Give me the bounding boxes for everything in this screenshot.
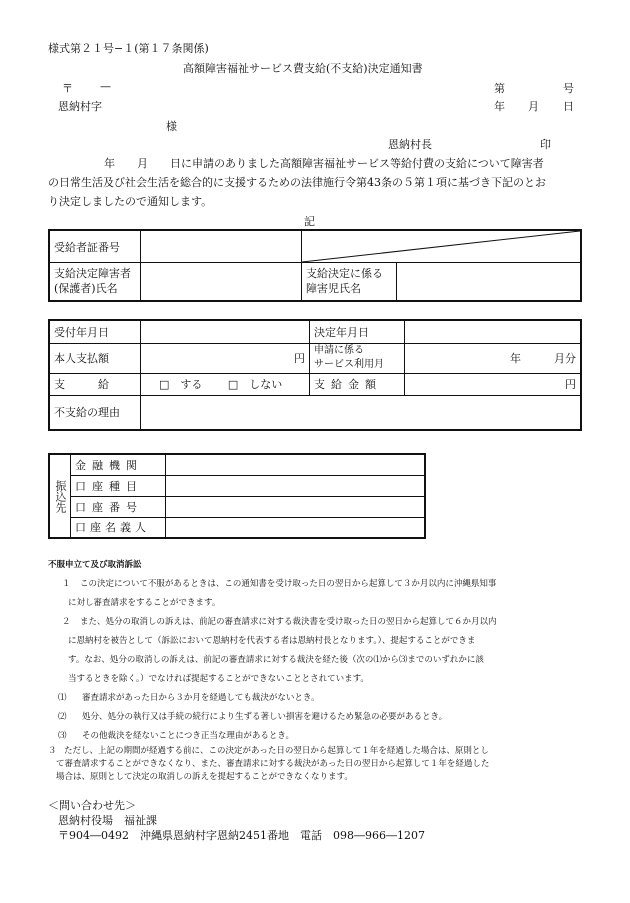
postal-mark: 〒: [62, 82, 73, 95]
p2-line-c: す。なお、処分の取消しの訴えは、前記の審査請求に対する裁決を経た後（次の⑴から⑶までのいずれかに該: [68, 655, 484, 665]
recipient-number-cells[interactable]: [141, 230, 302, 263]
diagonal-cell: [302, 230, 582, 263]
honorific-sama: 様: [166, 120, 177, 133]
self-payment-field[interactable]: [141, 343, 310, 373]
body-line-3: り決定しましたので通知します。: [48, 195, 213, 208]
payment-no-checkbox[interactable]: □ しない: [227, 378, 283, 391]
decision-table: [48, 319, 582, 431]
p2-num: ２: [62, 617, 71, 627]
body-line-2: の日常生活及び社会生活を総合的に支援するための法律施行令第43条の５第１項に基づき下記のとお: [48, 176, 546, 189]
recipient-table: [48, 229, 582, 302]
ki-label: 記: [304, 215, 315, 228]
date-day: 日: [563, 100, 574, 113]
s3-num: ⑶: [58, 731, 67, 741]
p3-line-a: ただし、上記の期間が経過する前に、この決定があった日の翌日から起算して１年を経過した場合は、原則とし: [64, 746, 489, 756]
reception-date-label: 受付年月日: [49, 320, 141, 343]
account-holder-field[interactable]: [166, 517, 426, 538]
p2-line-a: また、処分の取消しの訴えは、前記の審査請求に対する裁決書を受け取った日の翌日から起算して６か月以内: [80, 617, 497, 627]
decision-date-field[interactable]: [405, 320, 582, 343]
seal-label: 印: [540, 138, 551, 151]
p1-line-b: に対し審査請求をすることができます。: [68, 598, 221, 608]
service-month-label: [310, 343, 405, 373]
decided-person-label-1: 支給決定障害者: [54, 267, 131, 281]
account-type-field[interactable]: [166, 475, 426, 496]
child-label: [302, 263, 397, 301]
payment-amount-field[interactable]: [405, 373, 582, 395]
service-month-field[interactable]: [405, 343, 582, 373]
contact-heading: ＜問い合わせ先＞: [48, 799, 136, 812]
reception-date-field[interactable]: [141, 320, 310, 343]
yen-unit-2: 円: [565, 378, 576, 391]
transfer-side-label: [49, 454, 71, 538]
s1-text: 審査請求があった日から３か月を経過しても裁決がないとき。: [82, 693, 320, 703]
child-field[interactable]: [397, 263, 582, 301]
number-label: 第: [494, 82, 505, 95]
payment-label: 支 給: [49, 373, 141, 395]
form-number: 様式第２１号−１(第１７条関係): [48, 42, 209, 55]
decided-person-label: [49, 263, 141, 301]
mayor-label: 恩納村長: [388, 138, 432, 151]
decided-person-label-2: (保護者)氏名: [54, 282, 118, 296]
contact-address: 〒904―0492 沖縄県恩納村字恩納2451番地 電話 098―966―1207: [58, 829, 425, 842]
p3-line-b: て審査請求することができなくなり、また、審査請求に対する裁決があった日の翌日から起算して１年を経過した: [56, 759, 490, 769]
p1-num: １: [62, 579, 71, 589]
p2-line-d: 当するときを除く。）でなければ提起することができないこととされています。: [68, 674, 369, 684]
transfer-side-text: 振込先: [54, 479, 67, 513]
refusal-reason-field[interactable]: [141, 395, 582, 430]
year-month-unit: 年 月分: [510, 352, 576, 365]
payment-yes-checkbox[interactable]: □ する: [159, 378, 203, 391]
recipient-address: 恩納村字: [58, 100, 102, 113]
account-type-label: 口座種目: [71, 475, 166, 496]
transfer-table: [48, 453, 426, 539]
document-title: 高額障害福祉サービス費支給(不支給)決定通知書: [183, 62, 423, 75]
bank-label: 金融機関: [71, 454, 166, 475]
account-number-cells[interactable]: [166, 496, 426, 517]
p2-line-b: に恩納村を被告として（訴訟において恩納村を代表する者は恩納村長となります。）、提起することができま: [68, 636, 476, 646]
bank-field[interactable]: [166, 454, 426, 475]
payment-choice: [141, 373, 310, 395]
recipient-number-label: 受給者証番号: [49, 230, 141, 263]
child-label-2: 障害児氏名: [306, 282, 361, 296]
yen-unit: 円: [294, 352, 305, 365]
date-year: 年: [494, 100, 505, 113]
postal-dash: —: [100, 80, 111, 93]
body-line-1: 年 月 日に申請のありました高額障害福祉サービス等給付費の支給について障害者: [104, 157, 544, 170]
refusal-reason-label: 不支給の理由: [49, 395, 141, 430]
p1-line-a: この決定について不服があるときは、この通知書を受け取った日の翌日から起算して３か月以内に沖縄県知事: [80, 579, 497, 589]
s1-num: ⑴: [58, 693, 67, 703]
child-label-1: 支給決定に係る: [306, 267, 383, 281]
p3-num: ３: [48, 746, 57, 756]
s2-text: 処分、処分の執行又は手続の続行により生ずる著しい損害を避けるため緊急の必要があるとき。: [82, 712, 448, 722]
account-holder-label: 口座名義人: [71, 517, 166, 538]
decided-person-field[interactable]: [141, 263, 302, 301]
account-number-label: 口座番号: [71, 496, 166, 517]
service-month-label-1: 申請に係る: [314, 345, 364, 356]
service-month-label-2: サービス利用月: [314, 359, 384, 370]
p3-line-c: 場合は、原則として決定の取消しの訴えを提起することができなくなります。: [56, 772, 353, 782]
date-month: 月: [528, 100, 539, 113]
contact-office: 恩納村役場 福祉課: [58, 814, 157, 827]
decision-date-label: 決定年月日: [310, 320, 405, 343]
number-suffix: 号: [563, 82, 574, 95]
payment-amount-label: 支給金額: [310, 373, 405, 395]
objection-title: 不服申立て及び取消訴訟: [48, 560, 142, 570]
s2-num: ⑵: [58, 712, 67, 722]
s3-text: その他裁決を経ないことにつき正当な理由があるとき。: [82, 731, 294, 741]
self-payment-label: 本人支払額: [49, 343, 141, 373]
